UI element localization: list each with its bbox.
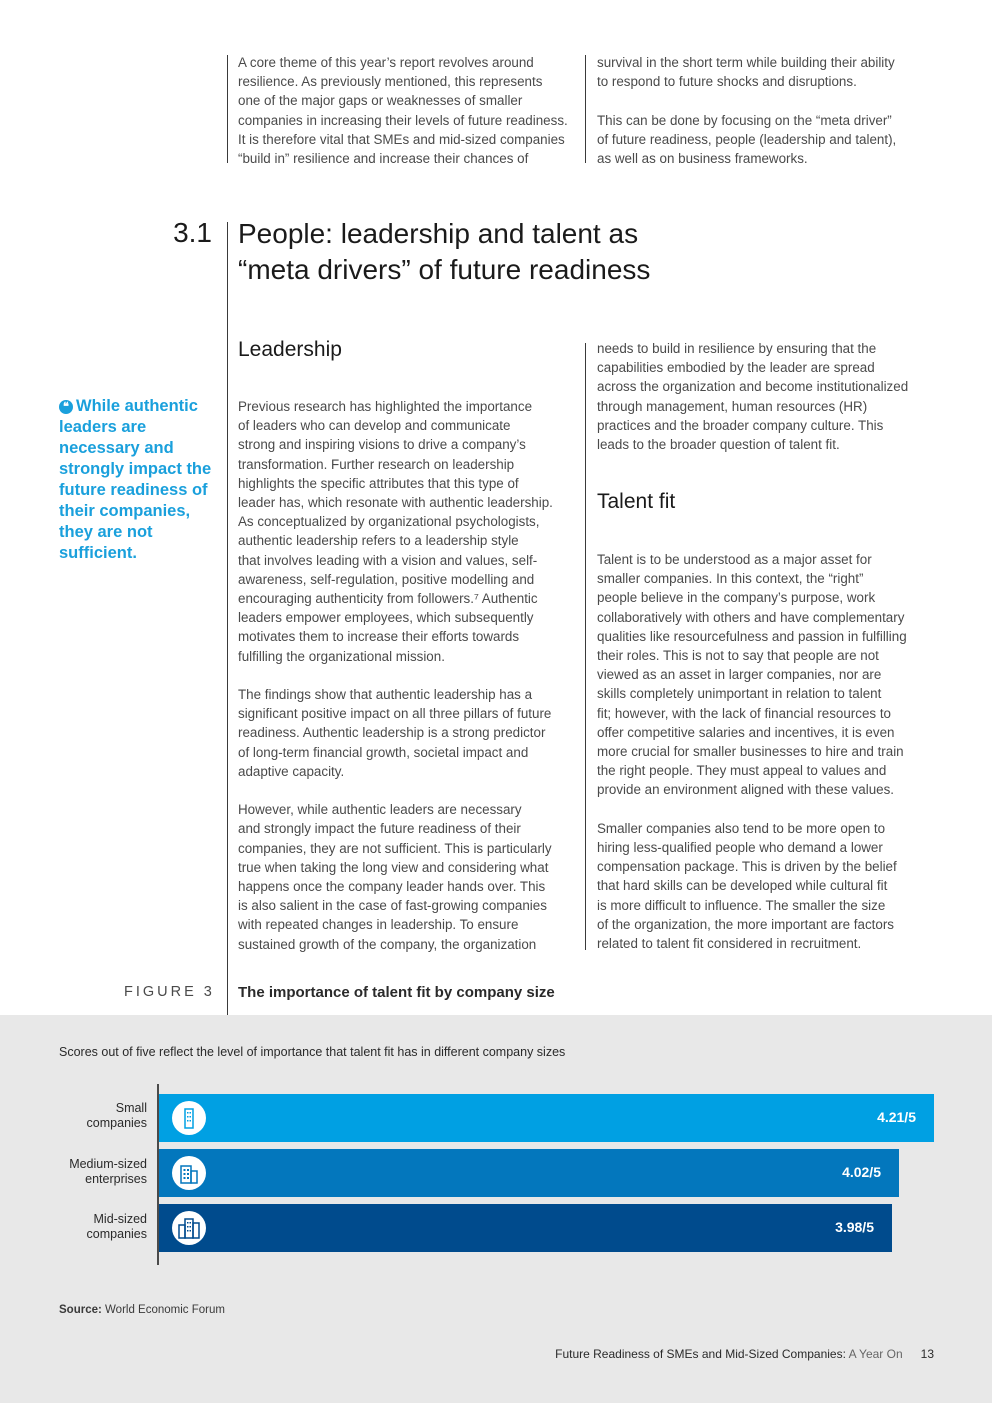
talent-fit-body: Talent is to be understood as a major asset for smaller companies. In this context, the “right” people believe in the company’s purpose, work collaboratively with others and have complementary qualities like resourcefulness and passion in fulfilling their roles. This is not to say that people are not viewed as an asset in larger companies, nor are skills completely unimportant in relation to talent fit; however, with the lack of financial resources to offer competitive salaries and incentives, it is even more crucial for smaller businesses to hire and train the right people. They must appeal to values and provide an environment aligned with these values. Smaller companies also tend to be more open to hiring less-qualified people who demand a lower compensation package. This is driven by the belief that hard skills can be developed while cultural fit is more difficult to influence. The smaller the size of the organization, the more important are factors related to talent fit considered in recruitment. bbox=[597, 552, 907, 952]
leadership-body: Previous research has highlighted the importance of leaders who can develop and communicate strong and inspiring visions to drive a company’s transformation. Further research on leadership highlights the specific attributes that this type of leader has, which resonate with authentic leadership. As conceptualized by organizational psychologists, authentic leadership refers to a leadership style that involves leading with a vision and values, self- awareness, self-regulation, positive modelling and encouraging authenticity from followers.⁷ Authentic leaders empower employees, which subsequently motivates them to increase their efforts towards fulfilling the organizational mission. The findings show that authentic leadership has a significant positive impact on all three pillars of future readiness. Authentic leadership is a strong predictor of long-term financial growth, societal impact and adaptive capacity. However, while authentic leaders are necessary and strongly impact the future readiness of their companies, they are not sufficient. This is particularly true when taking the long view and considering what happens once the company leader hands over. This is also salient in the case of fast-growing companies with repeated changes in leadership. To ensure sustained growth of the company, the organization bbox=[238, 399, 553, 952]
leadership-heading: Leadership bbox=[238, 338, 342, 361]
source-note bbox=[59, 1304, 225, 1316]
footer-subtitle: A Year On bbox=[845, 1347, 903, 1361]
bar bbox=[159, 1094, 934, 1142]
source-text: World Economic Forum bbox=[101, 1304, 225, 1316]
pull-quote-text: While authentic leaders are necessary and strongly impact the future readiness of their companies, they are not sufficient. bbox=[59, 397, 212, 562]
footer-title: Future Readiness of SMEs and Mid-Sized Companies: bbox=[555, 1347, 846, 1361]
medium-building-icon bbox=[172, 1156, 206, 1190]
bar-value-label: 3.98/5 bbox=[835, 1219, 874, 1235]
large-building-icon bbox=[172, 1211, 206, 1245]
section-number: 3.1 bbox=[173, 217, 212, 248]
page-number: 13 bbox=[920, 1347, 934, 1361]
small-building-icon bbox=[172, 1101, 206, 1135]
intro-left-text: A core theme of this year’s report revolves around resilience. As previously mentioned, this represents one of the major gaps or weaknesses of smaller companies in increasing their levels of future readiness. It is therefore vital that SMEs and mid-sized companies “build in” resilience and increase their chances of bbox=[238, 55, 568, 167]
category-label: Small companies bbox=[86, 1101, 147, 1130]
bar bbox=[159, 1204, 892, 1252]
page-footer bbox=[555, 1347, 934, 1361]
category-label: Medium-sized enterprises bbox=[69, 1157, 147, 1186]
chart-panel bbox=[0, 1015, 992, 1403]
section-title: People: leadership and talent as “meta drivers” of future readiness bbox=[238, 218, 651, 285]
source-label: Source: bbox=[59, 1304, 102, 1316]
bar-value-label: 4.02/5 bbox=[842, 1164, 881, 1180]
quote-icon: ❝ bbox=[59, 400, 73, 414]
figure-label: FIGURE 3 bbox=[124, 984, 215, 1000]
intro-right-text: survival in the short term while building their ability to respond to future shocks and disruptions. This can be done by focusing on the “meta driver” of future readiness, people (leadership and talent), as well as on business frameworks. bbox=[597, 55, 897, 167]
chart-subtitle: Scores out of five reflect the level of importance that talent fit has in different company sizes bbox=[59, 1045, 566, 1059]
figure-title: The importance of talent fit by company size bbox=[238, 984, 555, 1001]
pull-quote bbox=[59, 396, 224, 564]
category-label: Mid-sized companies bbox=[86, 1212, 147, 1241]
bar-value-label: 4.21/5 bbox=[877, 1109, 916, 1125]
talent-fit-heading: Talent fit bbox=[597, 490, 676, 513]
leadership-continued: needs to build in resilience by ensuring that the capabilities embodied by the leader are spread across the organization and become institutionalized through management, human resources (HR) practices and the broader company culture. This leads to the broader question of talent fit. bbox=[597, 341, 909, 453]
bar bbox=[159, 1149, 899, 1197]
